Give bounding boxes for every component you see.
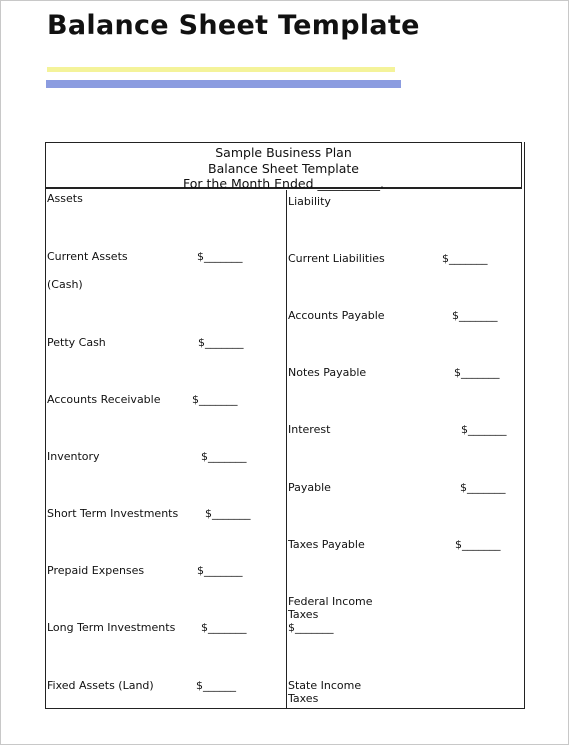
liability-label-state-income-taxes: Taxes (288, 692, 319, 705)
liability-label-federal-income-taxes: Taxes (288, 608, 319, 621)
asset-amount-short-term-investments[interactable]: $_______ (205, 507, 251, 520)
asset-label-long-term-investments: Long Term Investments (47, 621, 176, 634)
header-line-1: Sample Business Plan (215, 145, 352, 160)
asset-label-short-term-investments: Short Term Investments (47, 507, 179, 520)
asset-amount-accounts-receivable[interactable]: $_______ (192, 393, 238, 406)
liability-label-payable: Payable (288, 481, 331, 494)
liability-amount-interest[interactable]: $_______ (461, 423, 507, 436)
header-line-3: For the Month Ended __________. (183, 176, 384, 191)
assets-heading: Assets (47, 192, 83, 205)
asset-label-fixed-assets: Fixed Assets (Land) (47, 679, 154, 692)
asset-label-cash: (Cash) (47, 278, 83, 291)
liability-amount-notes-payable[interactable]: $_______ (454, 366, 500, 379)
asset-label-prepaid-expenses: Prepaid Expenses (47, 564, 145, 577)
liability-amount-payable[interactable]: $_______ (460, 481, 506, 494)
liability-amount-accounts-payable[interactable]: $_______ (452, 309, 498, 322)
liability-label-state-income: State Income (288, 679, 362, 692)
liability-amount-federal-income-taxes[interactable]: $_______ (288, 621, 334, 634)
asset-amount-inventory[interactable]: $_______ (201, 450, 247, 463)
liability-label-federal-income: Federal Income (288, 595, 373, 608)
liability-label-current-liabilities: Current Liabilities (288, 252, 385, 265)
asset-amount-prepaid-expenses[interactable]: $_______ (197, 564, 243, 577)
asset-amount-petty-cash[interactable]: $_______ (198, 336, 244, 349)
header-line-2: Balance Sheet Template (208, 160, 359, 176)
yellow-rule (47, 67, 395, 72)
asset-amount-long-term-investments[interactable]: $_______ (201, 621, 247, 634)
liability-heading: Liability (288, 195, 331, 208)
column-divider (286, 190, 287, 708)
liability-label-taxes-payable: Taxes Payable (288, 538, 365, 551)
page-title: Balance Sheet Template (47, 10, 420, 41)
liability-amount-taxes-payable[interactable]: $_______ (455, 538, 501, 551)
liability-label-accounts-payable: Accounts Payable (288, 309, 385, 322)
asset-amount-fixed-assets[interactable]: $______ (196, 679, 236, 692)
table-header (45, 142, 522, 189)
asset-label-current-assets: Current Assets (47, 250, 128, 263)
liability-label-notes-payable: Notes Payable (288, 366, 367, 379)
asset-label-petty-cash: Petty Cash (47, 336, 106, 349)
blue-rule (46, 80, 401, 88)
asset-label-accounts-receivable: Accounts Receivable (47, 393, 161, 406)
asset-label-inventory: Inventory (47, 450, 100, 463)
asset-amount-current-assets[interactable]: $_______ (197, 250, 243, 263)
liability-label-interest: Interest (288, 423, 331, 436)
liability-amount-current-liabilities[interactable]: $_______ (442, 252, 488, 265)
